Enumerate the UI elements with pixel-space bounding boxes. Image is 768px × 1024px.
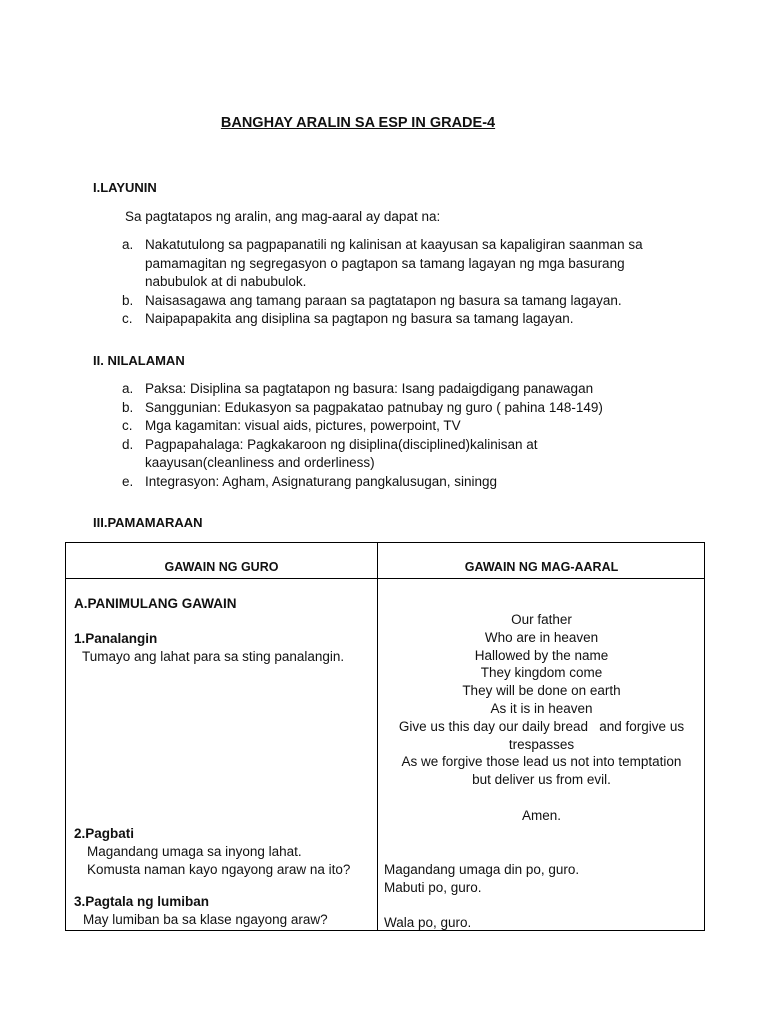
list-marker: b. [122,399,134,415]
header-divider [66,578,704,579]
list-item-text: Naipapapakita ang disiplina sa pagtapon ng basura sa tamang lagayan. [145,311,574,327]
list-item-text: Integrasyon: Agham, Asignaturang pangkalusugan, siningg [145,473,498,489]
list-marker: b. [122,292,134,308]
pamamaraan-table [65,542,705,931]
list-marker: c. [122,311,133,327]
list-item-text: Paksa: Disiplina sa pagtatapon ng basura: Isang padaigdigang panawagan [145,381,594,396]
list-item [120,292,680,311]
prayer-line: Hallowed by the name [474,647,609,663]
list-item-text: Nakatutulong sa pagpapanatili ng kalinisan at kaayusan sa kapaligiran saanman sa [145,237,643,252]
list-marker: e. [122,473,134,489]
list-item [120,473,680,492]
list-item-text: pamamagitan ng segregasyon o pagtapon sa tamang lagayan ng mga basurang [145,255,625,271]
lumiban-text: May lumiban ba sa klase ngayong araw? [83,912,328,927]
list-marker: c. [122,418,133,434]
layunin-list [120,236,680,329]
prayer-line: Amen. [521,807,562,823]
pagbati-response-1: Magandang umaga din po, guro. [384,862,580,877]
prayer-line: Who are in heaven [484,629,599,645]
list-item-text: Naisasagawa ang tamang paraan sa pagtatapon ng basura sa tamang lagayan. [145,292,622,308]
panimulang-gawain-heading: A.PANIMULANG GAWAIN [74,596,237,611]
list-item-text: kaayusan(cleanliness and orderliness) [145,455,375,471]
list-marker: a. [122,237,134,252]
panalangin-heading: 1.Panalangin [74,631,158,646]
list-item [120,417,680,436]
list-item [120,310,680,329]
pagbati-line-2: Komusta naman kayo ngayong araw na ito? [87,862,351,877]
col-header-guro: GAWAIN NG GURO [164,560,279,574]
layunin-intro: Sa pagtatapos ng aralin, ang mag-aaral ay dapat na: [125,209,441,224]
lumiban-heading: 3.Pagtala ng lumiban [74,894,210,909]
list-item-text: Pagpapahalaga: Pagkakaroon ng disiplina(disciplined)kalinisan at [145,436,538,452]
prayer-line: They kingdom come [480,665,603,681]
prayer-line: As it is in heaven [490,700,593,716]
panalangin-text: Tumayo ang lahat para sa sting panalangin. [82,649,345,664]
prayer-line [378,789,705,807]
list-item-text: Sanggunian: Edukasyon sa pagpakatao patnubay ng guro ( pahina 148-149) [145,399,603,415]
list-item-text: nabubulok at di nabubulok. [145,274,307,290]
prayer-line: trespasses [508,736,575,752]
list-item-text: Mga kagamitan: visual aids, pictures, powerpoint, TV [145,418,461,434]
pamamaraan-heading: III.PAMAMARAAN [93,515,203,530]
prayer-line: Give us this day our daily bread and forgive us [398,718,685,734]
list-item [120,380,680,399]
prayer-text [378,611,705,825]
list-marker: a. [122,381,134,396]
list-item [120,236,680,292]
pagbati-line-1: Magandang umaga sa inyong lahat. [87,844,302,859]
list-marker: d. [122,436,134,452]
layunin-heading: I.LAYUNIN [93,180,157,195]
lumiban-response: Wala po, guro. [384,915,472,930]
document-title: BANGHAY ARALIN SA ESP IN GRADE-4 [220,115,496,131]
prayer-line: As we forgive those lead us not into temptation [401,754,682,770]
nilalaman-heading: II. NILALAMAN [93,353,185,368]
nilalaman-list [120,380,680,492]
prayer-line: but deliver us from evil. [472,772,611,788]
pagbati-response-2: Mabuti po, guro. [384,880,482,895]
pagbati-heading: 2.Pagbati [74,826,135,841]
prayer-line: Our father [511,612,572,627]
list-item [120,399,680,418]
col-header-mag-aaral: GAWAIN NG MAG-AARAL [464,560,619,574]
list-item [120,436,680,473]
prayer-line: They will be done on earth [462,683,621,699]
